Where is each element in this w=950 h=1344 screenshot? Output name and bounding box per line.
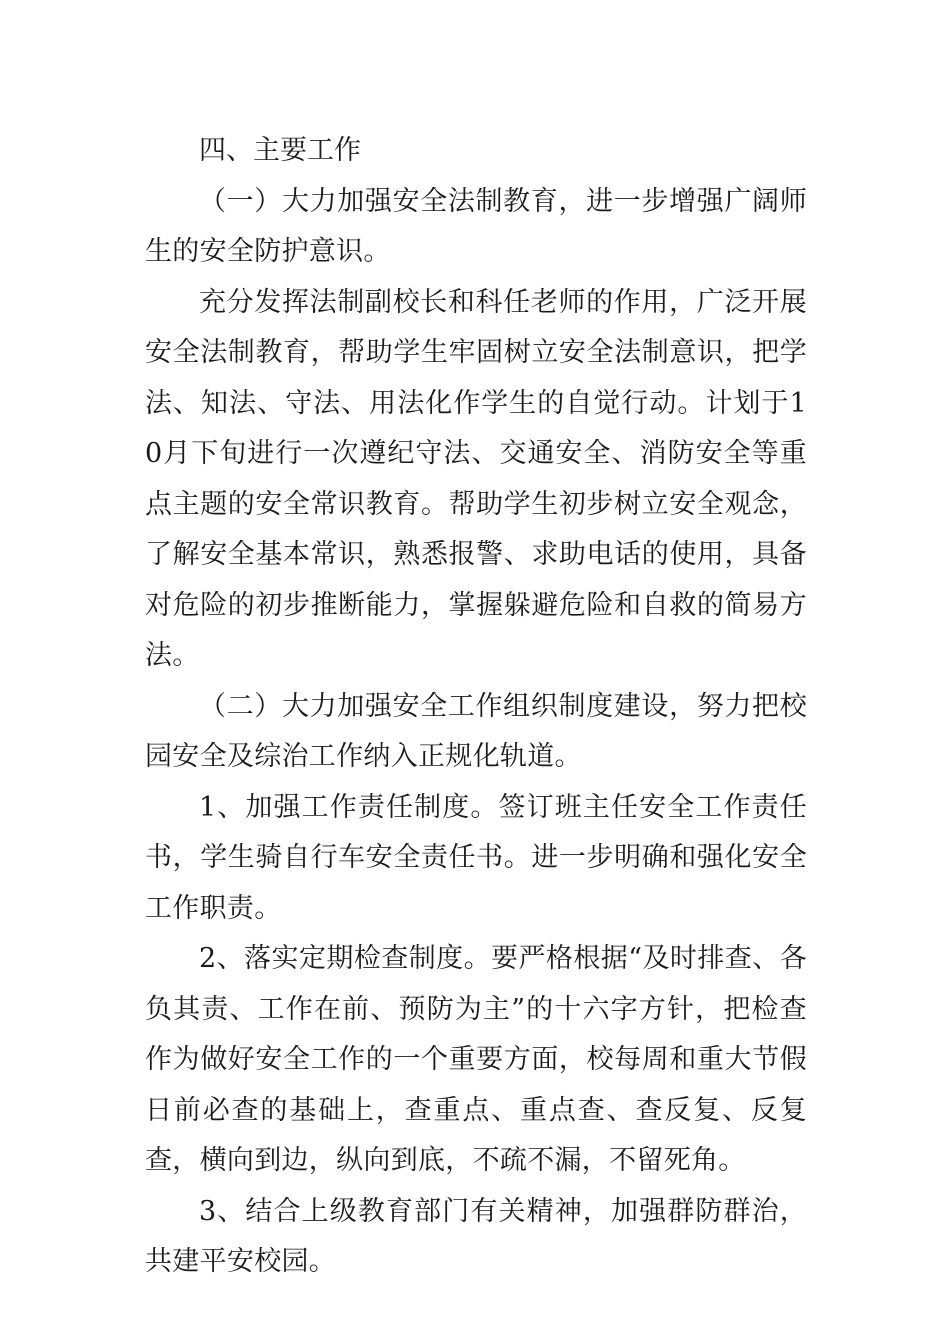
paragraph-subsection-2-title: （二）大力加强安全工作组织制度建设，努力把校园安全及综治工作纳入正规化轨道。: [145, 690, 807, 772]
paragraph-subsection-1-title: （一）大力加强安全法制教育，进一步增强广阔师生的安全防护意识。: [145, 185, 807, 267]
paragraph-item-2: 2、落实定期检查制度。要严格根据“及时排查、各负其责、工作在前、预防为主”的十六字方针，把检查作为做好安全工作的一个重要方面，校每周和重大节假日前必查的基础上，查重点、重点查、查反复、反复查，横向到边，纵向到底，不疏不漏，不留死角。: [145, 943, 807, 1176]
paragraph-item-3: 3、结合上级教育部门有关精神，加强群防群治，共建平安校园。: [145, 1195, 807, 1277]
document-body: [145, 126, 807, 1288]
section-heading: 四、主要工作: [199, 135, 361, 166]
paragraph-item-1: 1、加强工作责任制度。签订班主任安全工作责任书，学生骑自行车安全责任书。进一步明确和强化安全工作职责。: [145, 791, 807, 924]
paragraph-legal-education: 充分发挥法制副校长和科任老师的作用，广泛开展安全法制教育，帮助学生牢固树立安全法制意识，把学法、知法、守法、用法化作学生的自觉行动。计划于10月下旬进行一次遵纪守法、交通安全、消防安全等重点主题的安全常识教育。帮助学生初步树立安全观念，了解安全基本常识，熟悉报警、求助电话的使用，具备对危险的初步推断能力，掌握躲避危险和自救的简易方法。: [145, 286, 807, 671]
